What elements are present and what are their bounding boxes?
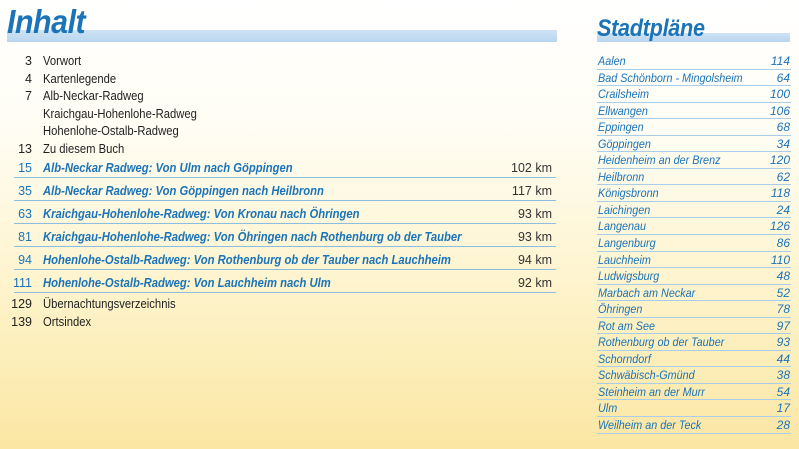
toc-page-number: 35 xyxy=(18,184,32,198)
toc-entry-text: Alb-Neckar Radweg: Von Göppingen nach Heilbronn xyxy=(43,184,324,198)
city-entry[interactable] xyxy=(597,235,791,252)
route-distance: 93 km xyxy=(517,230,552,244)
toc-entry-text: Kraichgau-Hohenlohe-Radweg xyxy=(43,106,197,121)
city-entry[interactable] xyxy=(597,285,791,302)
city-entry[interactable] xyxy=(597,318,791,335)
route-distance: 102 km xyxy=(511,161,552,175)
toc-entry[interactable] xyxy=(0,53,560,71)
city-page: 78 xyxy=(776,302,790,317)
city-page: 106 xyxy=(769,103,790,118)
city-page: 100 xyxy=(769,87,790,102)
city-page: 54 xyxy=(776,384,790,399)
toc-entry-text: Ortsindex xyxy=(43,314,92,329)
city-page: 114 xyxy=(770,54,790,68)
toc-page-number: 81 xyxy=(18,230,32,244)
stadtplaene-title: Stadtpläne xyxy=(597,15,705,42)
city-name: Langenau xyxy=(598,219,647,234)
city-entry[interactable] xyxy=(597,218,791,235)
toc-entry-text: Kraichgau-Hohenlohe-Radweg: Von Öhringen nach Rothenburg ob der Tauber xyxy=(43,230,462,244)
city-entry[interactable] xyxy=(597,400,791,417)
toc-entry[interactable] xyxy=(0,314,560,332)
city-entry[interactable] xyxy=(597,384,791,401)
city-entry[interactable] xyxy=(597,252,791,269)
toc-page-number: 63 xyxy=(18,207,32,221)
city-entry[interactable] xyxy=(597,301,791,318)
toc-route-entry[interactable] xyxy=(0,227,560,250)
city-entry[interactable] xyxy=(597,351,791,368)
city-entry[interactable] xyxy=(597,185,791,202)
toc-page-number: 3 xyxy=(25,54,32,68)
toc-entry-text: Übernachtungsverzeichnis xyxy=(43,297,176,311)
toc-entry-text: Kraichgau-Hohenlohe-Radweg: Von Kronau nach Öhringen xyxy=(43,207,360,221)
toc-entry-text: Kartenlegende xyxy=(43,71,117,86)
city-name: Marbach am Neckar xyxy=(598,285,696,300)
city-name: Ulm xyxy=(598,401,618,416)
toc-entry-text: Hohenlohe-Ostalb-Radweg xyxy=(43,124,179,138)
city-name: Königsbronn xyxy=(598,186,659,201)
city-name: Weilheim an der Teck xyxy=(598,418,702,433)
toc-entry[interactable] xyxy=(0,88,560,106)
city-name: Heidenheim an der Brenz xyxy=(598,153,721,168)
toc-route-entry[interactable] xyxy=(0,250,560,273)
toc-page-number: 15 xyxy=(18,161,32,175)
city-name: Steinheim an der Murr xyxy=(598,384,705,399)
city-name: Ellwangen xyxy=(598,103,648,118)
city-name: Göppingen xyxy=(598,136,651,151)
city-entry[interactable] xyxy=(597,417,791,434)
city-page: 17 xyxy=(776,401,790,416)
toc-page-number: 4 xyxy=(25,71,32,86)
toc-route-entry[interactable] xyxy=(0,273,560,296)
toc-entry[interactable] xyxy=(0,296,560,314)
inhalt-title-bar xyxy=(7,30,557,42)
city-map-index xyxy=(597,53,791,434)
city-page: 120 xyxy=(769,153,790,168)
city-page: 118 xyxy=(770,186,790,201)
city-name: Rothenburg ob der Tauber xyxy=(598,335,725,350)
inhalt-title: Inhalt xyxy=(7,3,86,40)
city-name: Schorndorf xyxy=(598,351,651,366)
city-name: Eppingen xyxy=(598,120,644,135)
toc-entry-text: Hohenlohe-Ostalb-Radweg: Von Lauchheim nach Ulm xyxy=(43,276,331,290)
city-page: 86 xyxy=(776,236,790,251)
city-name: Heilbronn xyxy=(598,169,645,184)
city-page: 44 xyxy=(776,351,790,366)
city-page: 64 xyxy=(776,70,790,85)
city-name: Ludwigsburg xyxy=(598,269,660,284)
city-entry[interactable] xyxy=(597,53,791,70)
toc-entry-text: Alb-Neckar-Radweg xyxy=(43,89,144,103)
toc-entry-text: Hohenlohe-Ostalb-Radweg: Von Rothenburg ob der Tauber nach Lauchheim xyxy=(43,253,451,267)
city-entry[interactable] xyxy=(597,136,791,153)
city-name: Crailsheim xyxy=(598,87,650,102)
city-page: 24 xyxy=(776,202,790,217)
toc-page-number: 13 xyxy=(18,141,32,156)
toc-page-number: 111 xyxy=(12,276,32,290)
toc-entry[interactable] xyxy=(0,71,560,89)
table-of-contents xyxy=(0,53,560,331)
city-page: 93 xyxy=(776,335,790,350)
city-page: 48 xyxy=(776,269,790,284)
city-name: Bad Schönborn - Mingolsheim xyxy=(598,70,743,85)
toc-entry-text: Alb-Neckar Radweg: Von Ulm nach Göppingen xyxy=(43,161,293,175)
city-name: Aalen xyxy=(598,54,626,68)
city-name: Langenburg xyxy=(598,236,656,251)
toc-page-number: 139 xyxy=(11,314,32,329)
city-page: 110 xyxy=(770,252,790,267)
route-distance: 117 km xyxy=(511,184,552,198)
city-name: Laichingen xyxy=(598,202,651,217)
city-page: 28 xyxy=(776,418,790,433)
city-page: 97 xyxy=(776,318,790,333)
toc-route-entry[interactable] xyxy=(0,181,560,204)
toc-route-entry[interactable] xyxy=(0,204,560,227)
toc-entry[interactable] xyxy=(0,123,560,141)
city-entry[interactable] xyxy=(597,119,791,136)
city-page: 126 xyxy=(769,219,790,234)
city-entry[interactable] xyxy=(597,103,791,120)
toc-page-number: 7 xyxy=(25,89,32,103)
city-entry[interactable] xyxy=(597,70,791,87)
city-name: Schwäbisch-Gmünd xyxy=(598,368,695,383)
city-entry[interactable] xyxy=(597,367,791,384)
route-distance: 93 km xyxy=(517,207,552,221)
city-entry[interactable] xyxy=(597,202,791,219)
toc-entry[interactable] xyxy=(0,106,560,124)
city-entry[interactable] xyxy=(597,152,791,169)
city-entry[interactable] xyxy=(597,268,791,285)
city-entry[interactable] xyxy=(597,334,791,351)
city-name: Öhringen xyxy=(598,302,643,317)
route-distance: 92 km xyxy=(517,276,552,290)
route-distance: 94 km xyxy=(517,253,552,267)
city-entry[interactable] xyxy=(597,86,791,103)
city-entry[interactable] xyxy=(597,169,791,186)
toc-entry[interactable] xyxy=(0,141,560,159)
city-name: Lauchheim xyxy=(598,252,651,267)
toc-route-entry[interactable] xyxy=(0,158,560,181)
city-page: 52 xyxy=(776,285,790,300)
toc-page-number: 94 xyxy=(18,253,32,267)
toc-entry-text: Vorwort xyxy=(43,54,82,68)
city-page: 68 xyxy=(776,120,790,135)
toc-page-number: 129 xyxy=(11,297,32,311)
city-page: 62 xyxy=(776,169,790,184)
city-name: Rot am See xyxy=(598,318,656,333)
city-page: 38 xyxy=(776,368,790,383)
city-page: 34 xyxy=(776,136,790,151)
toc-entry-text: Zu diesem Buch xyxy=(43,141,125,156)
